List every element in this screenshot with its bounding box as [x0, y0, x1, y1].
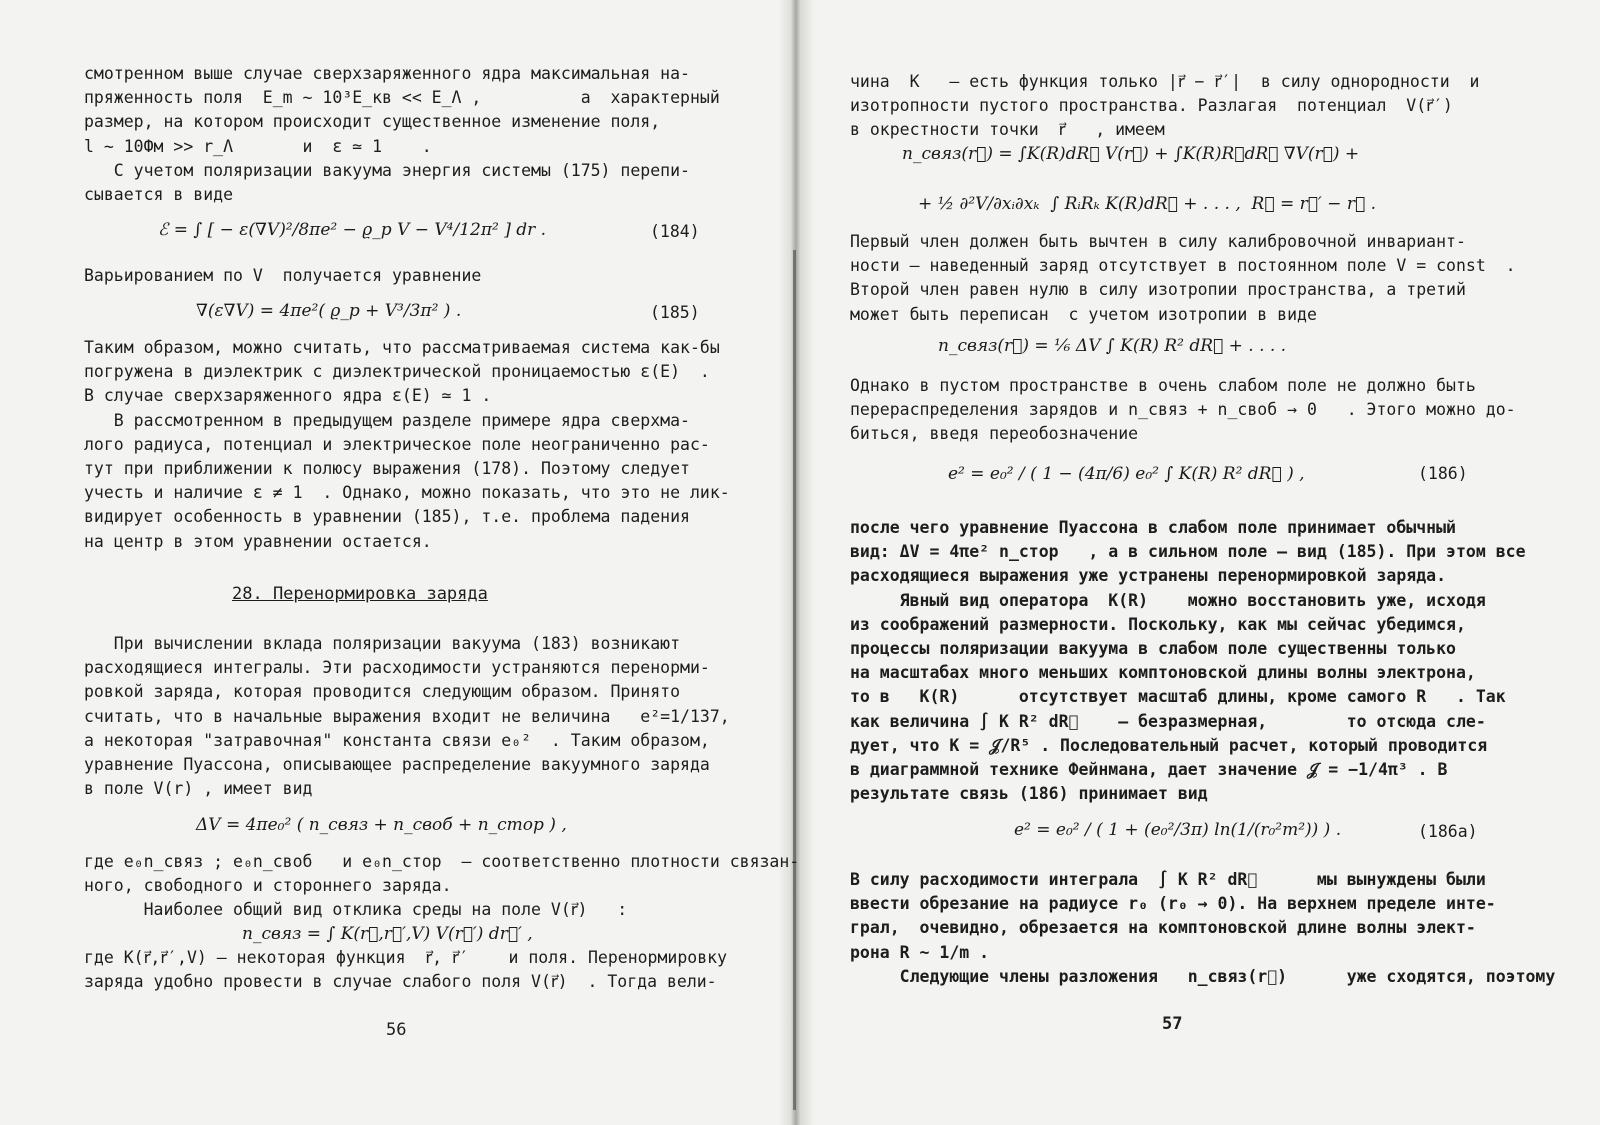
left-paragraph-1: смотренном выше случае сверхзаряженного ядра максимальная на- пряженность поля E_m ~ 10³E_кв << E_Λ , а характерный размер, на котором происходит существенное изменение поля, l ~ 10Фм >> r_Λ и ε ≃ 1 . С учетом поляризации вакуума энергия системы (175) перепи- сывается в виде — [84, 64, 720, 205]
left-paragraph-4: При вычислении вклада поляризации вакуума (183) возникают расходящиеся интегралы. Эти расходимости устраняются перенорми- ровкой заряда, которая проводится следующим образом. Принято считать, что в начальные выражения входит не величина e²=1/137, а некоторая "затравочная" константа связи e₀² . Таким образом, уравнение Пуассона, описывающее распределение вакуумного заряда в поле V(r) , имеет вид — [84, 634, 730, 799]
equation-186: e² = e₀² / ( 1 − (4π/6) e₀² ∫ K(R) R² dR⃗ ) , — [948, 464, 1305, 484]
equation-186-number: (186) — [1418, 464, 1468, 483]
left-paragraph-6: где K(r⃗,r⃗′,V) – некоторая функция r⃗, r⃗′ и поля. Перенормировку заряда удобно провести в случае слабого поля V(r⃗) . Тогда вели- — [84, 948, 728, 992]
right-paragraph-1: чина K – есть функция только |r⃗ − r⃗′| в силу однородности и изотропности пустого пространства. Разлагая потенциал V(r⃗′) в окрестности точки r⃗ , имеем — [850, 72, 1480, 140]
page-number-right: 57 — [1162, 1014, 1183, 1034]
equation-expansion-2: + ½ ∂²V/∂xᵢ∂xₖ ∫ RᵢRₖ K(R)dR⃗ + . . . , R⃗ = r⃗′ − r⃗ . — [918, 194, 1376, 214]
right-paragraph-2: Первый член должен быть вычтен в силу калибровочной инвариант- ности – наведенный заряд отсутствует в постоянном поле V = const . Второй член равен нулю в силу изотропии пространства, а третий может быть переписан с учетом изотропии в виде — [850, 232, 1516, 324]
equation-185: ∇(ε∇V) = 4πe²( ϱ_p + V³/3π² ) . — [196, 301, 462, 321]
equation-185-number: (185) — [650, 303, 700, 322]
equation-186a-number: (186a) — [1418, 822, 1478, 841]
right-paragraph-3: Однако в пустом пространстве в очень слабом поле не должно быть перераспределения зарядов и n_связ + n_своб → 0 . Этого можно до- биться, введя переобозначение — [850, 376, 1516, 444]
equation-third-term: n_связ(r⃗) = ⅙ ΔV ∫ K(R) R² dR⃗ + . . . . — [938, 336, 1287, 356]
section-heading: 28. Перенормировка заряда — [232, 584, 488, 604]
equation-186a: e² = e₀² / ( 1 + (e₀²/3π) ln(1/(r₀²m²)) ) . — [1014, 820, 1342, 840]
equation-184: ℰ = ∫ [ − ε(∇V)²/8πe² − ϱ_p V − V⁴/12π² ] dr . — [158, 220, 547, 240]
right-paragraph-4: после чего уравнение Пуассона в слабом поле принимает обычный вид: ΔV = 4πe² n_стор , а в сильном поле – вид (185). При этом все расходящиеся выражения уже устранены перенормировкой заряда. Явный вид оператора K(R) можно восстановить уже, исходя из соображений размерности. Поскольку, как мы сейчас убедимся, процессы поляризации вакуума в слабом поле существенны только на масштабах много меньших комптоновской длины волны электрона, то в K(R) отсутствует масштаб длины, кроме самого R . Так как величина ∫ K R² dR⃗ – безразмерная, то отсюда сле- дует, что K = 𝒥/R⁵ . Последовательный расчет, который проводится в диаграммной технике Фейнмана, дает значение 𝒥 = −1/4π³ . В результате связь (186) принимает вид — [850, 518, 1526, 804]
left-paragraph-2: Варьированием по V получается уравнение — [84, 266, 482, 285]
left-paragraph-5: где e₀n_связ ; e₀n_своб и e₀n_стор – соответственно плотности связан- ного, свободного и стороннего заряда. Наиболее общий вид отклика среды на поле V(r⃗) : — [84, 852, 800, 920]
equation-expansion-1: n_связ(r⃗) = ∫K(R)dR⃗ V(r⃗) + ∫K(R)R⃗dR⃗ ∇V(r⃗) + — [902, 144, 1360, 164]
right-paragraph-5: В силу расходимости интеграла ∫ K R² dR⃗ мы вынуждены были ввести обрезание на радиусе r₀ (r₀ → 0). На верхнем пределе инте- грал, очевидно, обрезается на комптоновской длине волны элект- рона R ~ 1/m . Следующие члены разложения n_связ(r⃗) уже сходятся, поэтому — [850, 870, 1556, 986]
page-number-left: 56 — [386, 1020, 407, 1040]
right-page — [790, 0, 1600, 1125]
equation-184-number: (184) — [650, 222, 700, 241]
left-paragraph-3: Таким образом, можно считать, что рассматриваемая система как-бы погружена в диэлектрик с диэлектрической проницаемостью ε(E) . В случае сверхзаряженного ядра ε(E) ≃ 1 . В рассмотренном в предыдущем разделе примере ядра сверхма- лого радиуса, потенциал и электрическое поле неограниченно рас- тут при приближении к полюсу выражения (178). Поэтому следует учесть и наличие ε ≠ 1 . Однако, можно показать, что это не лик- видирует особенность в уравнении (185), т.е. проблема падения на центр в этом уравнении остается. — [84, 338, 730, 551]
equation-response: n_связ = ∫ K(r⃗,r⃗′,V) V(r⃗′) dr⃗′ , — [242, 924, 533, 944]
equation-poisson: ΔV = 4πe₀² ( n_связ + n_своб + n_стор ) , — [196, 815, 567, 835]
